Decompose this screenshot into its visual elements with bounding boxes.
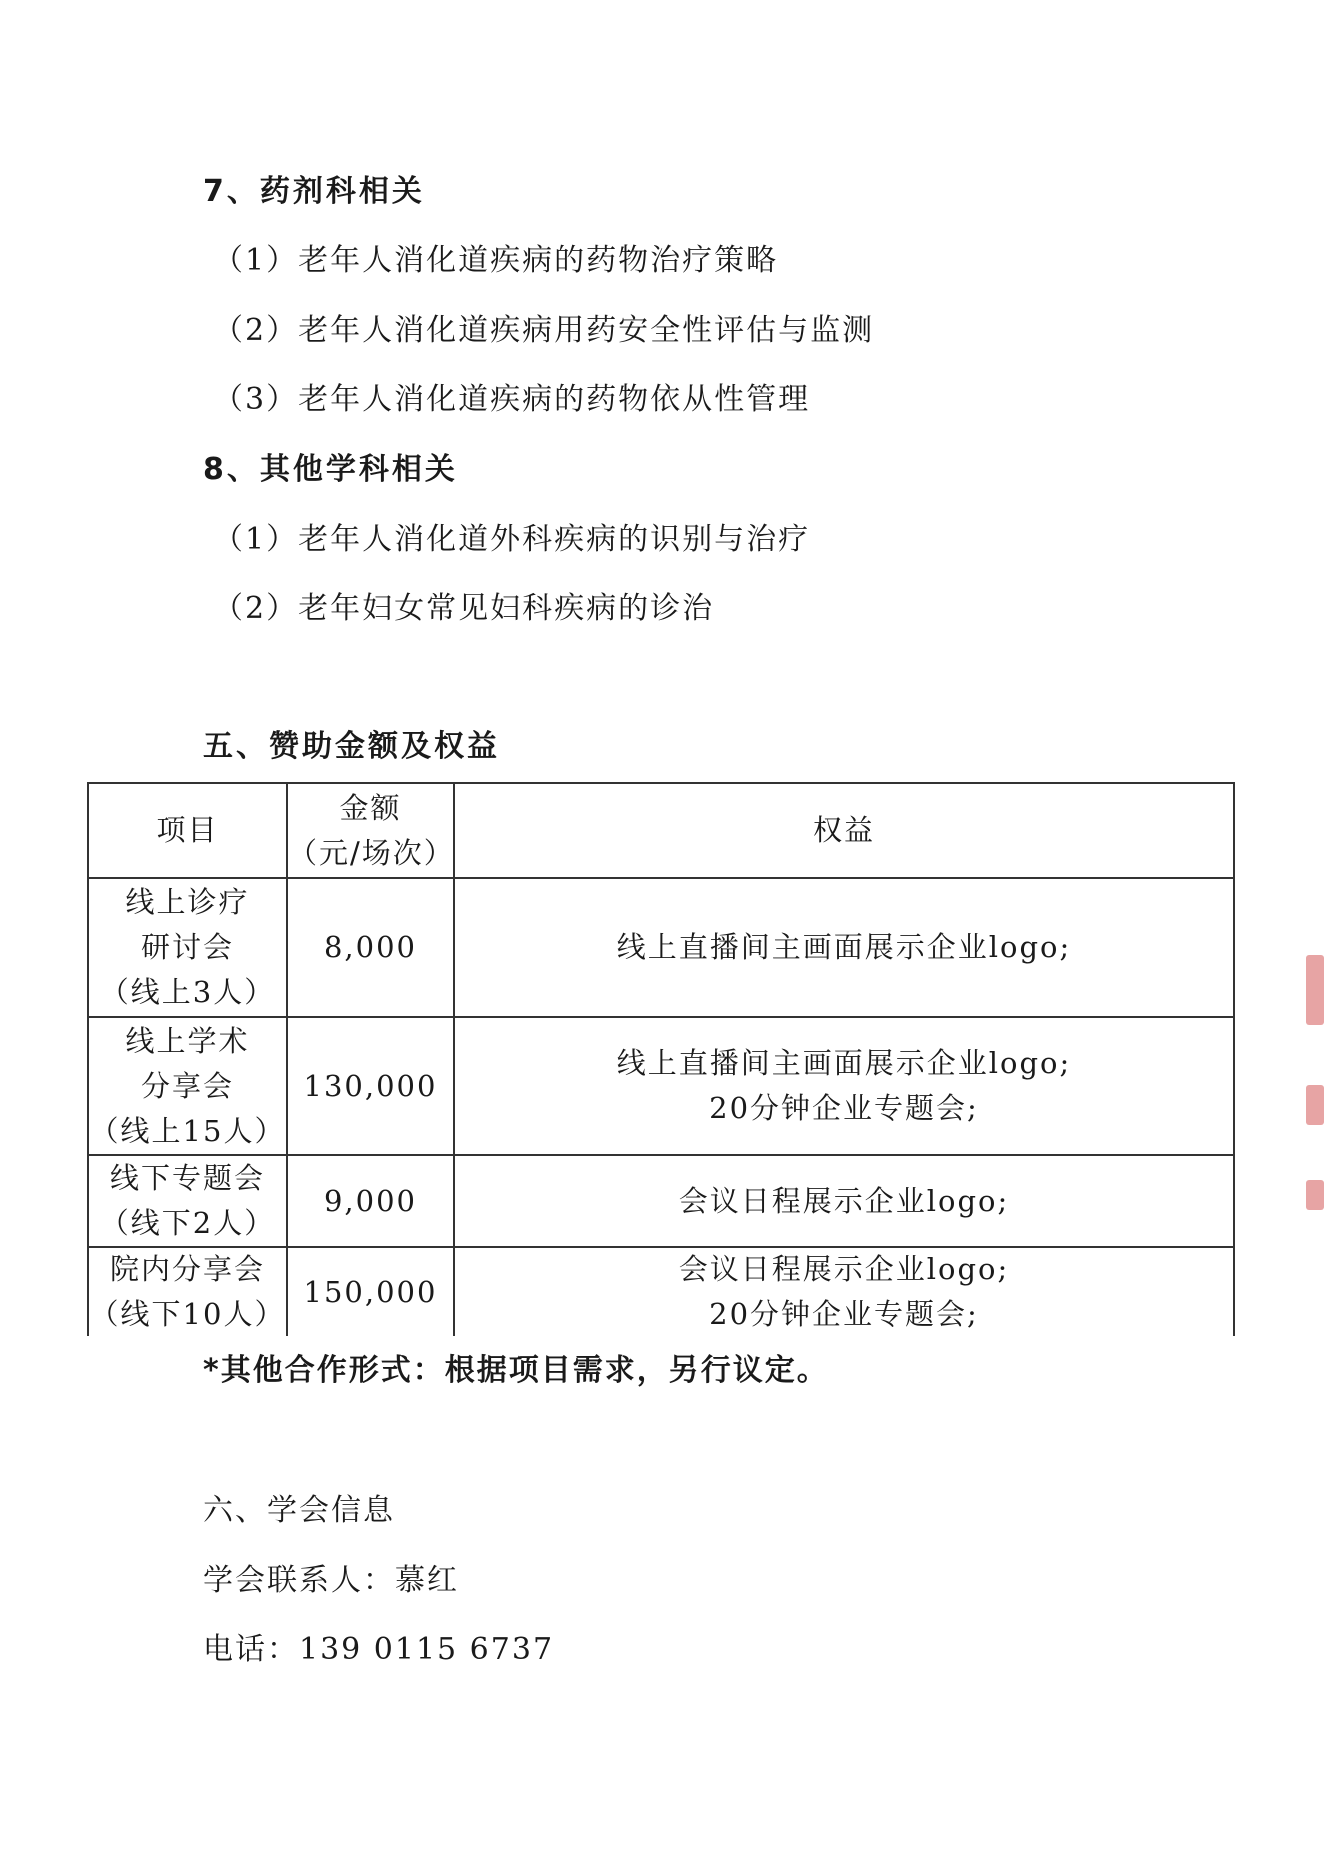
header-amount-unit: （元/场次） [288, 835, 455, 870]
section-heading-society: 六、学会信息 [203, 1493, 395, 1528]
row-item-line: 线上诊疗 [125, 885, 250, 919]
society-phone: 电话：139 0115 6737 [203, 1632, 555, 1667]
row-item-line: 线下专题会 [109, 1161, 265, 1195]
row-item-line: 研讨会 [140, 930, 234, 964]
header-benefits: 权益 [812, 813, 875, 847]
table-header-row [89, 784, 1233, 879]
row-amount: 150,000 [303, 1274, 438, 1309]
row-benefit: 会议日程展示企业logo; [678, 1252, 1010, 1286]
list-item: （2）老年妇女常见妇科疾病的诊治 [213, 591, 715, 626]
list-item: （1）老年人消化道外科疾病的识别与治疗 [213, 522, 811, 557]
section-heading-other: 8、其他学科相关 [203, 452, 458, 487]
list-item: （2）老年人消化道疾病用药安全性评估与监测 [213, 313, 875, 348]
sponsorship-table [87, 782, 1235, 1336]
row-benefit: 20分钟企业专题会; [709, 1091, 979, 1125]
table-row [89, 879, 1233, 1018]
row-amount: 9,000 [323, 1183, 418, 1218]
table-row [89, 1156, 1233, 1248]
list-item: （3）老年人消化道疾病的药物依从性管理 [213, 382, 811, 417]
row-item-line: （线下2人） [99, 1206, 276, 1240]
row-amount: 8,000 [323, 930, 418, 964]
row-item-line: 分享会 [140, 1068, 234, 1103]
header-item: 项目 [156, 813, 219, 847]
society-contact: 学会联系人：慕红 [203, 1563, 459, 1598]
row-item-line: （线下10人） [89, 1297, 286, 1331]
row-item-line: 院内分享会 [109, 1252, 265, 1286]
table-row [89, 1018, 1233, 1156]
section-heading-pharmacy: 7、药剂科相关 [203, 174, 425, 209]
row-benefit: 线上直播间主画面展示企业logo; [616, 1046, 1072, 1080]
sponsorship-note: *其他合作形式：根据项目需求，另行议定。 [203, 1353, 829, 1388]
row-item-line: （线上15人） [89, 1113, 286, 1148]
list-item: （1）老年人消化道疾病的药物治疗策略 [213, 243, 779, 278]
row-amount: 130,000 [303, 1068, 438, 1103]
row-item-line: 线上学术 [125, 1023, 250, 1058]
section-heading-sponsorship: 五、赞助金额及权益 [203, 729, 500, 764]
row-benefit: 20分钟企业专题会; [709, 1297, 979, 1331]
table-row [89, 1248, 1233, 1336]
header-amount: 金额 [339, 790, 402, 825]
row-benefit: 会议日程展示企业logo; [678, 1183, 1010, 1218]
row-item-line: （线上3人） [99, 975, 276, 1009]
row-benefit: 线上直播间主画面展示企业logo; [616, 930, 1072, 964]
